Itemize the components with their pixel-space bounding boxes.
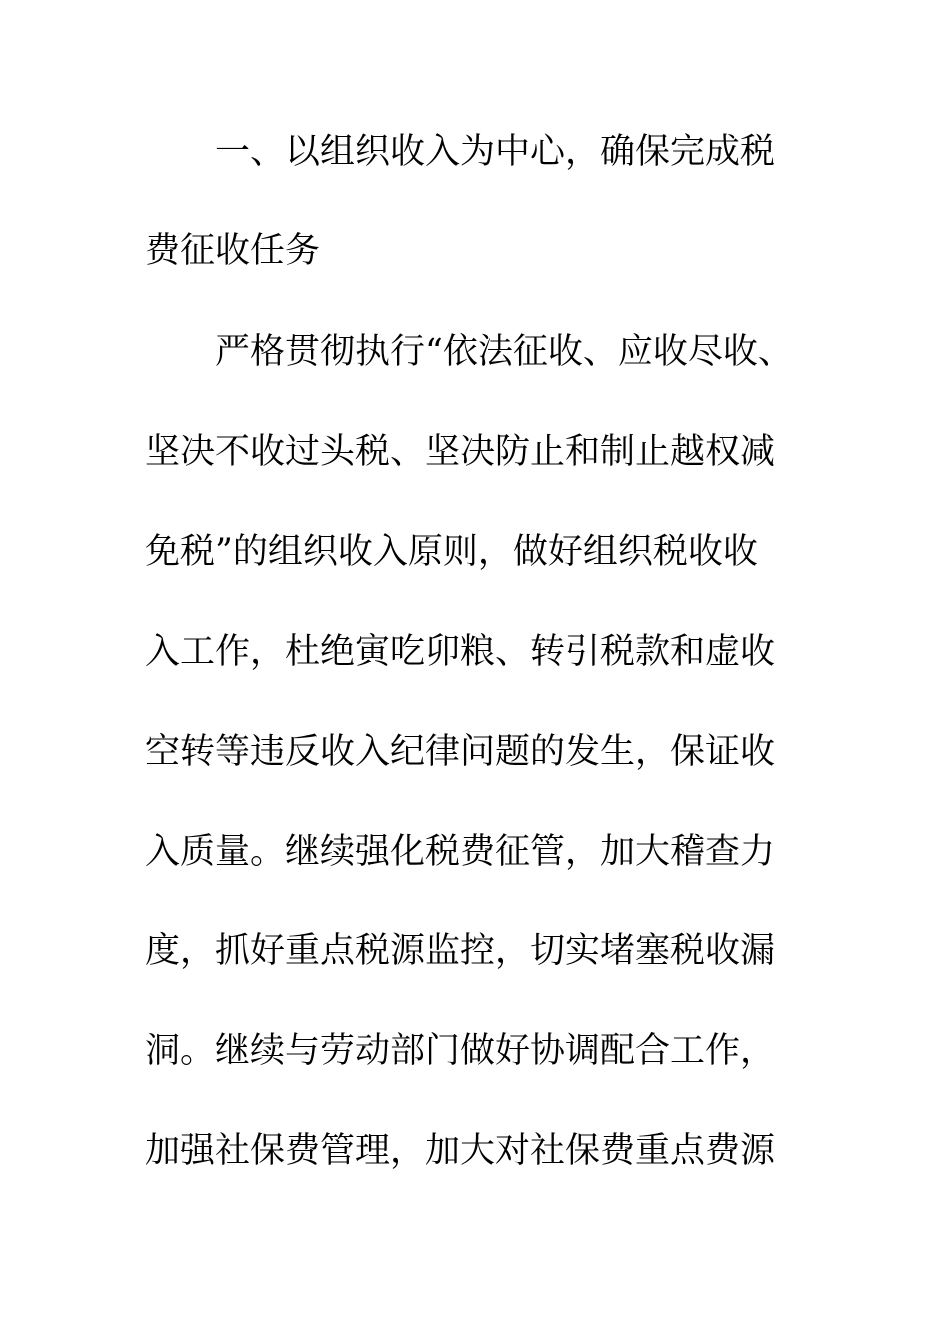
paragraph-line-5: 空转等违反收入纪律问题的发生，保证收	[145, 732, 776, 772]
paragraph-line-8: 洞。继续与劳动部门做好协调配合工作，	[145, 1031, 776, 1071]
paragraph-line-4: 入工作，杜绝寅吃卯粮、转引税款和虚收	[145, 632, 776, 672]
paragraph-line-7: 度，抓好重点税源监控，切实堵塞税收漏	[145, 931, 776, 971]
heading-line-2: 费征收任务	[145, 231, 321, 271]
heading-line-1: 一、以组织收入为中心，确保完成税	[215, 132, 776, 172]
paragraph-line-3: 免税”的组织收入原则，做好组织税收收	[145, 532, 758, 572]
paragraph-line-2: 坚决不收过头税、坚决防止和制止越权减	[145, 432, 776, 472]
paragraph-line-9: 加强社保费管理，加大对社保费重点费源	[145, 1131, 776, 1171]
paragraph-line-1: 严格贯彻执行“依法征收、应收尽收、	[215, 332, 793, 372]
paragraph-line-6: 入质量。继续强化税费征管，加大稽查力	[145, 832, 776, 872]
